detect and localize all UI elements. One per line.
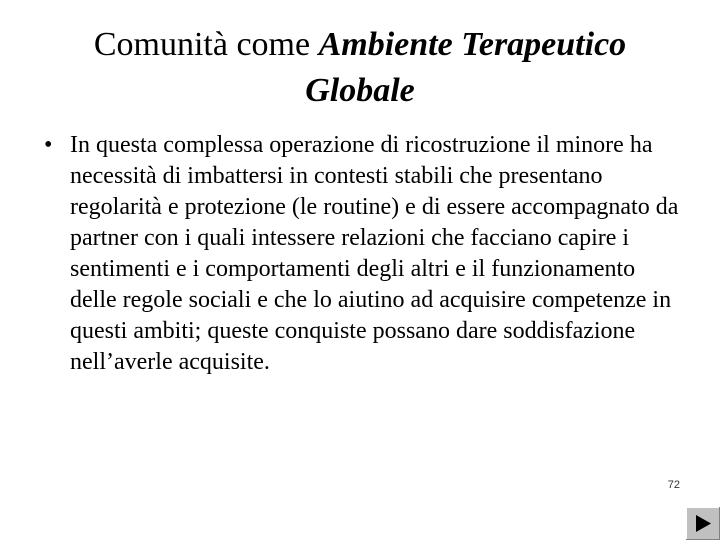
slide-title — [20, 22, 700, 114]
bullet-symbol: • — [44, 132, 53, 158]
title-emphasis-line2: Globale — [305, 72, 415, 109]
next-arrow-icon — [686, 507, 720, 540]
title-plain: Comunità come — [93, 26, 319, 63]
bullet-item — [44, 130, 684, 378]
title-emphasis-line1: Ambiente Terapeutico — [318, 26, 627, 63]
next-slide-button[interactable] — [686, 507, 720, 540]
page-number: 72 — [667, 479, 680, 491]
bullet-text: In questa complessa operazione di ricostruzione il minore ha necessità di imbattersi in contesti stabili che presentano regolarità e protezione (le routine) e di essere accompagnato da partner con i quali intessere relazioni che facciano capire i sentimenti e i comportamenti degli altri e il funzionamento delle regole sociali e che lo aiutino ad acquisire competenze in questi ambiti; queste conquiste possano dare soddisfazione nell’averle acquisite. — [70, 132, 679, 375]
